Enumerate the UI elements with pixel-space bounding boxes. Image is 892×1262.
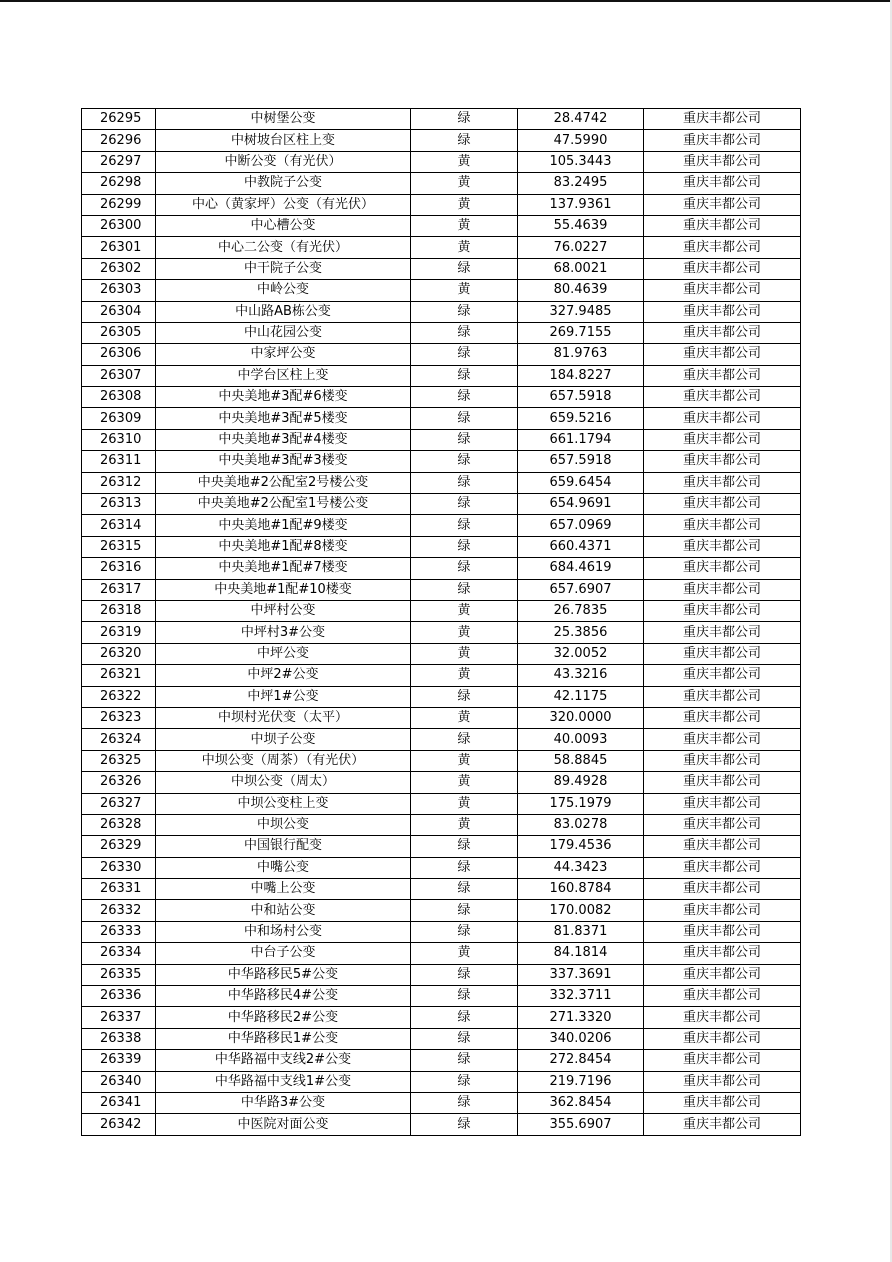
row-id-cell: 26333 — [82, 921, 156, 942]
status-color-cell: 绿 — [411, 451, 518, 472]
row-id-cell: 26310 — [82, 429, 156, 450]
status-color-cell: 绿 — [411, 301, 518, 322]
status-color-cell: 黄 — [411, 280, 518, 301]
company-cell: 重庆丰都公司 — [644, 322, 801, 343]
table-row — [82, 622, 801, 643]
station-name-cell: 中坝子公变 — [156, 729, 411, 750]
status-color-cell: 黄 — [411, 215, 518, 236]
row-id-cell: 26337 — [82, 1007, 156, 1028]
row-id-cell: 26311 — [82, 451, 156, 472]
row-id-cell: 26305 — [82, 322, 156, 343]
value-cell: 160.8784 — [518, 879, 644, 900]
row-id-cell: 26326 — [82, 772, 156, 793]
value-cell: 47.5990 — [518, 130, 644, 151]
value-cell: 170.0082 — [518, 900, 644, 921]
company-cell: 重庆丰都公司 — [644, 707, 801, 728]
value-cell: 327.9485 — [518, 301, 644, 322]
station-name-cell: 中和场村公变 — [156, 921, 411, 942]
station-name-cell: 中坪村公变 — [156, 600, 411, 621]
value-cell: 271.3320 — [518, 1007, 644, 1028]
table-row — [82, 1050, 801, 1071]
status-color-cell: 黄 — [411, 814, 518, 835]
status-color-cell: 绿 — [411, 472, 518, 493]
company-cell: 重庆丰都公司 — [644, 558, 801, 579]
table-row — [82, 280, 801, 301]
row-id-cell: 26302 — [82, 258, 156, 279]
station-name-cell: 中央美地#2公配室1号楼公变 — [156, 494, 411, 515]
station-name-cell: 中嘴公变 — [156, 857, 411, 878]
company-cell: 重庆丰都公司 — [644, 943, 801, 964]
row-id-cell: 26322 — [82, 686, 156, 707]
value-cell: 28.4742 — [518, 109, 644, 130]
value-cell: 81.8371 — [518, 921, 644, 942]
company-cell: 重庆丰都公司 — [644, 215, 801, 236]
value-cell: 661.1794 — [518, 429, 644, 450]
value-cell: 657.0969 — [518, 515, 644, 536]
status-color-cell: 黄 — [411, 622, 518, 643]
station-name-cell: 中坝公变（周太） — [156, 772, 411, 793]
status-color-cell: 绿 — [411, 1028, 518, 1049]
status-color-cell: 绿 — [411, 857, 518, 878]
company-cell: 重庆丰都公司 — [644, 109, 801, 130]
value-cell: 332.3711 — [518, 986, 644, 1007]
value-cell: 340.0206 — [518, 1028, 644, 1049]
value-cell: 42.1175 — [518, 686, 644, 707]
row-id-cell: 26339 — [82, 1050, 156, 1071]
station-name-cell: 中华路移民2#公变 — [156, 1007, 411, 1028]
company-cell: 重庆丰都公司 — [644, 515, 801, 536]
row-id-cell: 26324 — [82, 729, 156, 750]
value-cell: 320.0000 — [518, 707, 644, 728]
table-row — [82, 558, 801, 579]
table-row — [82, 814, 801, 835]
row-id-cell: 26335 — [82, 964, 156, 985]
status-color-cell: 绿 — [411, 109, 518, 130]
value-cell: 659.6454 — [518, 472, 644, 493]
company-cell: 重庆丰都公司 — [644, 1028, 801, 1049]
table-row — [82, 387, 801, 408]
value-cell: 657.6907 — [518, 579, 644, 600]
value-cell: 654.9691 — [518, 494, 644, 515]
status-color-cell: 绿 — [411, 1114, 518, 1135]
company-cell: 重庆丰都公司 — [644, 130, 801, 151]
station-name-cell: 中树坡台区柱上变 — [156, 130, 411, 151]
station-name-cell: 中岭公变 — [156, 280, 411, 301]
table-row — [82, 643, 801, 664]
table-row — [82, 729, 801, 750]
company-cell: 重庆丰都公司 — [644, 1007, 801, 1028]
company-cell: 重庆丰都公司 — [644, 772, 801, 793]
status-color-cell: 绿 — [411, 429, 518, 450]
station-name-cell: 中央美地#1配#8楼变 — [156, 536, 411, 557]
station-name-cell: 中坝村光伏变（太平） — [156, 707, 411, 728]
table-row — [82, 772, 801, 793]
row-id-cell: 26329 — [82, 836, 156, 857]
table-row — [82, 429, 801, 450]
table-row — [82, 344, 801, 365]
value-cell: 659.5216 — [518, 408, 644, 429]
value-cell: 32.0052 — [518, 643, 644, 664]
table-row — [82, 408, 801, 429]
value-cell: 219.7196 — [518, 1071, 644, 1092]
company-cell: 重庆丰都公司 — [644, 986, 801, 1007]
row-id-cell: 26331 — [82, 879, 156, 900]
row-id-cell: 26321 — [82, 665, 156, 686]
table-row — [82, 515, 801, 536]
status-color-cell: 绿 — [411, 558, 518, 579]
company-cell: 重庆丰都公司 — [644, 451, 801, 472]
table-row — [82, 986, 801, 1007]
status-color-cell: 绿 — [411, 494, 518, 515]
station-name-cell: 中央美地#2公配室2号楼公变 — [156, 472, 411, 493]
company-cell: 重庆丰都公司 — [644, 173, 801, 194]
table-row — [82, 237, 801, 258]
company-cell: 重庆丰都公司 — [644, 194, 801, 215]
station-name-cell: 中坝公变 — [156, 814, 411, 835]
value-cell: 657.5918 — [518, 387, 644, 408]
table-row — [82, 494, 801, 515]
value-cell: 269.7155 — [518, 322, 644, 343]
table-row — [82, 451, 801, 472]
station-name-cell: 中央美地#1配#7楼变 — [156, 558, 411, 579]
value-cell: 40.0093 — [518, 729, 644, 750]
row-id-cell: 26313 — [82, 494, 156, 515]
station-name-cell: 中山花园公变 — [156, 322, 411, 343]
value-cell: 337.3691 — [518, 964, 644, 985]
status-color-cell: 黄 — [411, 772, 518, 793]
value-cell: 355.6907 — [518, 1114, 644, 1135]
company-cell: 重庆丰都公司 — [644, 472, 801, 493]
table-row — [82, 258, 801, 279]
station-name-cell: 中坪公变 — [156, 643, 411, 664]
company-cell: 重庆丰都公司 — [644, 622, 801, 643]
table-row — [82, 1007, 801, 1028]
station-name-cell: 中央美地#3配#6楼变 — [156, 387, 411, 408]
station-name-cell: 中心槽公变 — [156, 215, 411, 236]
station-name-cell: 中华路福中支线1#公变 — [156, 1071, 411, 1092]
row-id-cell: 26316 — [82, 558, 156, 579]
status-color-cell: 绿 — [411, 686, 518, 707]
row-id-cell: 26336 — [82, 986, 156, 1007]
value-cell: 660.4371 — [518, 536, 644, 557]
table-row — [82, 879, 801, 900]
status-color-cell: 绿 — [411, 986, 518, 1007]
station-name-cell: 中国银行配变 — [156, 836, 411, 857]
status-color-cell: 黄 — [411, 943, 518, 964]
company-cell: 重庆丰都公司 — [644, 494, 801, 515]
station-name-cell: 中华路3#公变 — [156, 1092, 411, 1113]
status-color-cell: 绿 — [411, 1071, 518, 1092]
table-row — [82, 836, 801, 857]
company-cell: 重庆丰都公司 — [644, 1092, 801, 1113]
value-cell: 43.3216 — [518, 665, 644, 686]
status-color-cell: 黄 — [411, 643, 518, 664]
table-row — [82, 322, 801, 343]
status-color-cell: 黄 — [411, 237, 518, 258]
company-cell: 重庆丰都公司 — [644, 579, 801, 600]
table-row — [82, 665, 801, 686]
company-cell: 重庆丰都公司 — [644, 921, 801, 942]
row-id-cell: 26298 — [82, 173, 156, 194]
status-color-cell: 绿 — [411, 387, 518, 408]
station-name-cell: 中医院对面公变 — [156, 1114, 411, 1135]
table-row — [82, 921, 801, 942]
row-id-cell: 26330 — [82, 857, 156, 878]
status-color-cell: 绿 — [411, 536, 518, 557]
company-cell: 重庆丰都公司 — [644, 814, 801, 835]
company-cell: 重庆丰都公司 — [644, 600, 801, 621]
company-cell: 重庆丰都公司 — [644, 793, 801, 814]
status-color-cell: 绿 — [411, 1050, 518, 1071]
value-cell: 83.2495 — [518, 173, 644, 194]
company-cell: 重庆丰都公司 — [644, 964, 801, 985]
transformer-table — [81, 108, 801, 1136]
station-name-cell: 中山路AB栋公变 — [156, 301, 411, 322]
status-color-cell: 绿 — [411, 258, 518, 279]
row-id-cell: 26318 — [82, 600, 156, 621]
station-name-cell: 中华路移民5#公变 — [156, 964, 411, 985]
status-color-cell: 绿 — [411, 344, 518, 365]
table-row — [82, 943, 801, 964]
table-row — [82, 130, 801, 151]
row-id-cell: 26328 — [82, 814, 156, 835]
company-cell: 重庆丰都公司 — [644, 686, 801, 707]
row-id-cell: 26295 — [82, 109, 156, 130]
row-id-cell: 26306 — [82, 344, 156, 365]
value-cell: 58.8845 — [518, 750, 644, 771]
company-cell: 重庆丰都公司 — [644, 429, 801, 450]
status-color-cell: 绿 — [411, 1092, 518, 1113]
row-id-cell: 26342 — [82, 1114, 156, 1135]
table-row — [82, 109, 801, 130]
value-cell: 68.0021 — [518, 258, 644, 279]
station-name-cell: 中央美地#3配#4楼变 — [156, 429, 411, 450]
station-name-cell: 中坝公变（周茶）（有光伏） — [156, 750, 411, 771]
table-row — [82, 600, 801, 621]
company-cell: 重庆丰都公司 — [644, 665, 801, 686]
company-cell: 重庆丰都公司 — [644, 280, 801, 301]
station-name-cell: 中华路移民4#公变 — [156, 986, 411, 1007]
status-color-cell: 绿 — [411, 579, 518, 600]
row-id-cell: 26308 — [82, 387, 156, 408]
row-id-cell: 26340 — [82, 1071, 156, 1092]
value-cell: 81.9763 — [518, 344, 644, 365]
row-id-cell: 26314 — [82, 515, 156, 536]
status-color-cell: 绿 — [411, 729, 518, 750]
station-name-cell: 中坪1#公变 — [156, 686, 411, 707]
station-name-cell: 中学台区柱上变 — [156, 365, 411, 386]
row-id-cell: 26303 — [82, 280, 156, 301]
row-id-cell: 26338 — [82, 1028, 156, 1049]
status-color-cell: 绿 — [411, 921, 518, 942]
station-name-cell: 中断公变（有光伏） — [156, 151, 411, 172]
value-cell: 175.1979 — [518, 793, 644, 814]
row-id-cell: 26332 — [82, 900, 156, 921]
row-id-cell: 26307 — [82, 365, 156, 386]
row-id-cell: 26317 — [82, 579, 156, 600]
table-row — [82, 750, 801, 771]
row-id-cell: 26341 — [82, 1092, 156, 1113]
row-id-cell: 26301 — [82, 237, 156, 258]
status-color-cell: 黄 — [411, 793, 518, 814]
value-cell: 105.3443 — [518, 151, 644, 172]
company-cell: 重庆丰都公司 — [644, 408, 801, 429]
station-name-cell: 中树堡公变 — [156, 109, 411, 130]
row-id-cell: 26320 — [82, 643, 156, 664]
row-id-cell: 26312 — [82, 472, 156, 493]
table-row — [82, 173, 801, 194]
company-cell: 重庆丰都公司 — [644, 344, 801, 365]
value-cell: 25.3856 — [518, 622, 644, 643]
value-cell: 44.3423 — [518, 857, 644, 878]
station-name-cell: 中央美地#1配#10楼变 — [156, 579, 411, 600]
table-row — [82, 365, 801, 386]
company-cell: 重庆丰都公司 — [644, 643, 801, 664]
table-row — [82, 215, 801, 236]
station-name-cell: 中坪2#公变 — [156, 665, 411, 686]
row-id-cell: 26309 — [82, 408, 156, 429]
station-name-cell: 中干院子公变 — [156, 258, 411, 279]
value-cell: 83.0278 — [518, 814, 644, 835]
table-row — [82, 1028, 801, 1049]
status-color-cell: 黄 — [411, 194, 518, 215]
station-name-cell: 中华路福中支线2#公变 — [156, 1050, 411, 1071]
value-cell: 80.4639 — [518, 280, 644, 301]
company-cell: 重庆丰都公司 — [644, 301, 801, 322]
table-row — [82, 857, 801, 878]
company-cell: 重庆丰都公司 — [644, 1050, 801, 1071]
status-color-cell: 绿 — [411, 322, 518, 343]
status-color-cell: 绿 — [411, 836, 518, 857]
company-cell: 重庆丰都公司 — [644, 1114, 801, 1135]
value-cell: 657.5918 — [518, 451, 644, 472]
value-cell: 179.4536 — [518, 836, 644, 857]
station-name-cell: 中坝公变柱上变 — [156, 793, 411, 814]
page-top-rule — [0, 0, 892, 2]
status-color-cell: 绿 — [411, 515, 518, 536]
value-cell: 272.8454 — [518, 1050, 644, 1071]
company-cell: 重庆丰都公司 — [644, 365, 801, 386]
status-color-cell: 绿 — [411, 879, 518, 900]
row-id-cell: 26327 — [82, 793, 156, 814]
row-id-cell: 26315 — [82, 536, 156, 557]
status-color-cell: 绿 — [411, 1007, 518, 1028]
status-color-cell: 绿 — [411, 408, 518, 429]
company-cell: 重庆丰都公司 — [644, 1071, 801, 1092]
table-row — [82, 964, 801, 985]
row-id-cell: 26300 — [82, 215, 156, 236]
station-name-cell: 中央美地#1配#9楼变 — [156, 515, 411, 536]
station-name-cell: 中央美地#3配#5楼变 — [156, 408, 411, 429]
row-id-cell: 26297 — [82, 151, 156, 172]
company-cell: 重庆丰都公司 — [644, 879, 801, 900]
company-cell: 重庆丰都公司 — [644, 237, 801, 258]
table-row — [82, 301, 801, 322]
row-id-cell: 26325 — [82, 750, 156, 771]
status-color-cell: 黄 — [411, 151, 518, 172]
company-cell: 重庆丰都公司 — [644, 857, 801, 878]
value-cell: 684.4619 — [518, 558, 644, 579]
value-cell: 76.0227 — [518, 237, 644, 258]
status-color-cell: 绿 — [411, 365, 518, 386]
station-name-cell: 中坪村3#公变 — [156, 622, 411, 643]
company-cell: 重庆丰都公司 — [644, 387, 801, 408]
row-id-cell: 26296 — [82, 130, 156, 151]
table-row — [82, 900, 801, 921]
company-cell: 重庆丰都公司 — [644, 900, 801, 921]
row-id-cell: 26323 — [82, 707, 156, 728]
station-name-cell: 中心（黄家坪）公变（有光伏） — [156, 194, 411, 215]
row-id-cell: 26319 — [82, 622, 156, 643]
table-row — [82, 1092, 801, 1113]
table-row — [82, 151, 801, 172]
value-cell: 55.4639 — [518, 215, 644, 236]
company-cell: 重庆丰都公司 — [644, 536, 801, 557]
station-name-cell: 中嘴上公变 — [156, 879, 411, 900]
table-row — [82, 1071, 801, 1092]
status-color-cell: 黄 — [411, 707, 518, 728]
table-row — [82, 1114, 801, 1135]
table-row — [82, 793, 801, 814]
value-cell: 26.7835 — [518, 600, 644, 621]
station-name-cell: 中心二公变（有光伏） — [156, 237, 411, 258]
station-name-cell: 中台子公变 — [156, 943, 411, 964]
row-id-cell: 26299 — [82, 194, 156, 215]
table-body — [82, 109, 801, 1136]
station-name-cell: 中华路移民1#公变 — [156, 1028, 411, 1049]
status-color-cell: 黄 — [411, 750, 518, 771]
company-cell: 重庆丰都公司 — [644, 836, 801, 857]
status-color-cell: 绿 — [411, 130, 518, 151]
value-cell: 184.8227 — [518, 365, 644, 386]
station-name-cell: 中家坪公变 — [156, 344, 411, 365]
table-row — [82, 707, 801, 728]
station-name-cell: 中央美地#3配#3楼变 — [156, 451, 411, 472]
table-row — [82, 194, 801, 215]
status-color-cell: 绿 — [411, 964, 518, 985]
station-name-cell: 中教院子公变 — [156, 173, 411, 194]
table-row — [82, 536, 801, 557]
value-cell: 84.1814 — [518, 943, 644, 964]
value-cell: 89.4928 — [518, 772, 644, 793]
status-color-cell: 绿 — [411, 900, 518, 921]
status-color-cell: 黄 — [411, 600, 518, 621]
company-cell: 重庆丰都公司 — [644, 151, 801, 172]
station-name-cell: 中和站公变 — [156, 900, 411, 921]
table-row — [82, 579, 801, 600]
company-cell: 重庆丰都公司 — [644, 729, 801, 750]
company-cell: 重庆丰都公司 — [644, 750, 801, 771]
table-row — [82, 472, 801, 493]
company-cell: 重庆丰都公司 — [644, 258, 801, 279]
row-id-cell: 26334 — [82, 943, 156, 964]
row-id-cell: 26304 — [82, 301, 156, 322]
table-row — [82, 686, 801, 707]
value-cell: 137.9361 — [518, 194, 644, 215]
status-color-cell: 黄 — [411, 173, 518, 194]
value-cell: 362.8454 — [518, 1092, 644, 1113]
status-color-cell: 黄 — [411, 665, 518, 686]
